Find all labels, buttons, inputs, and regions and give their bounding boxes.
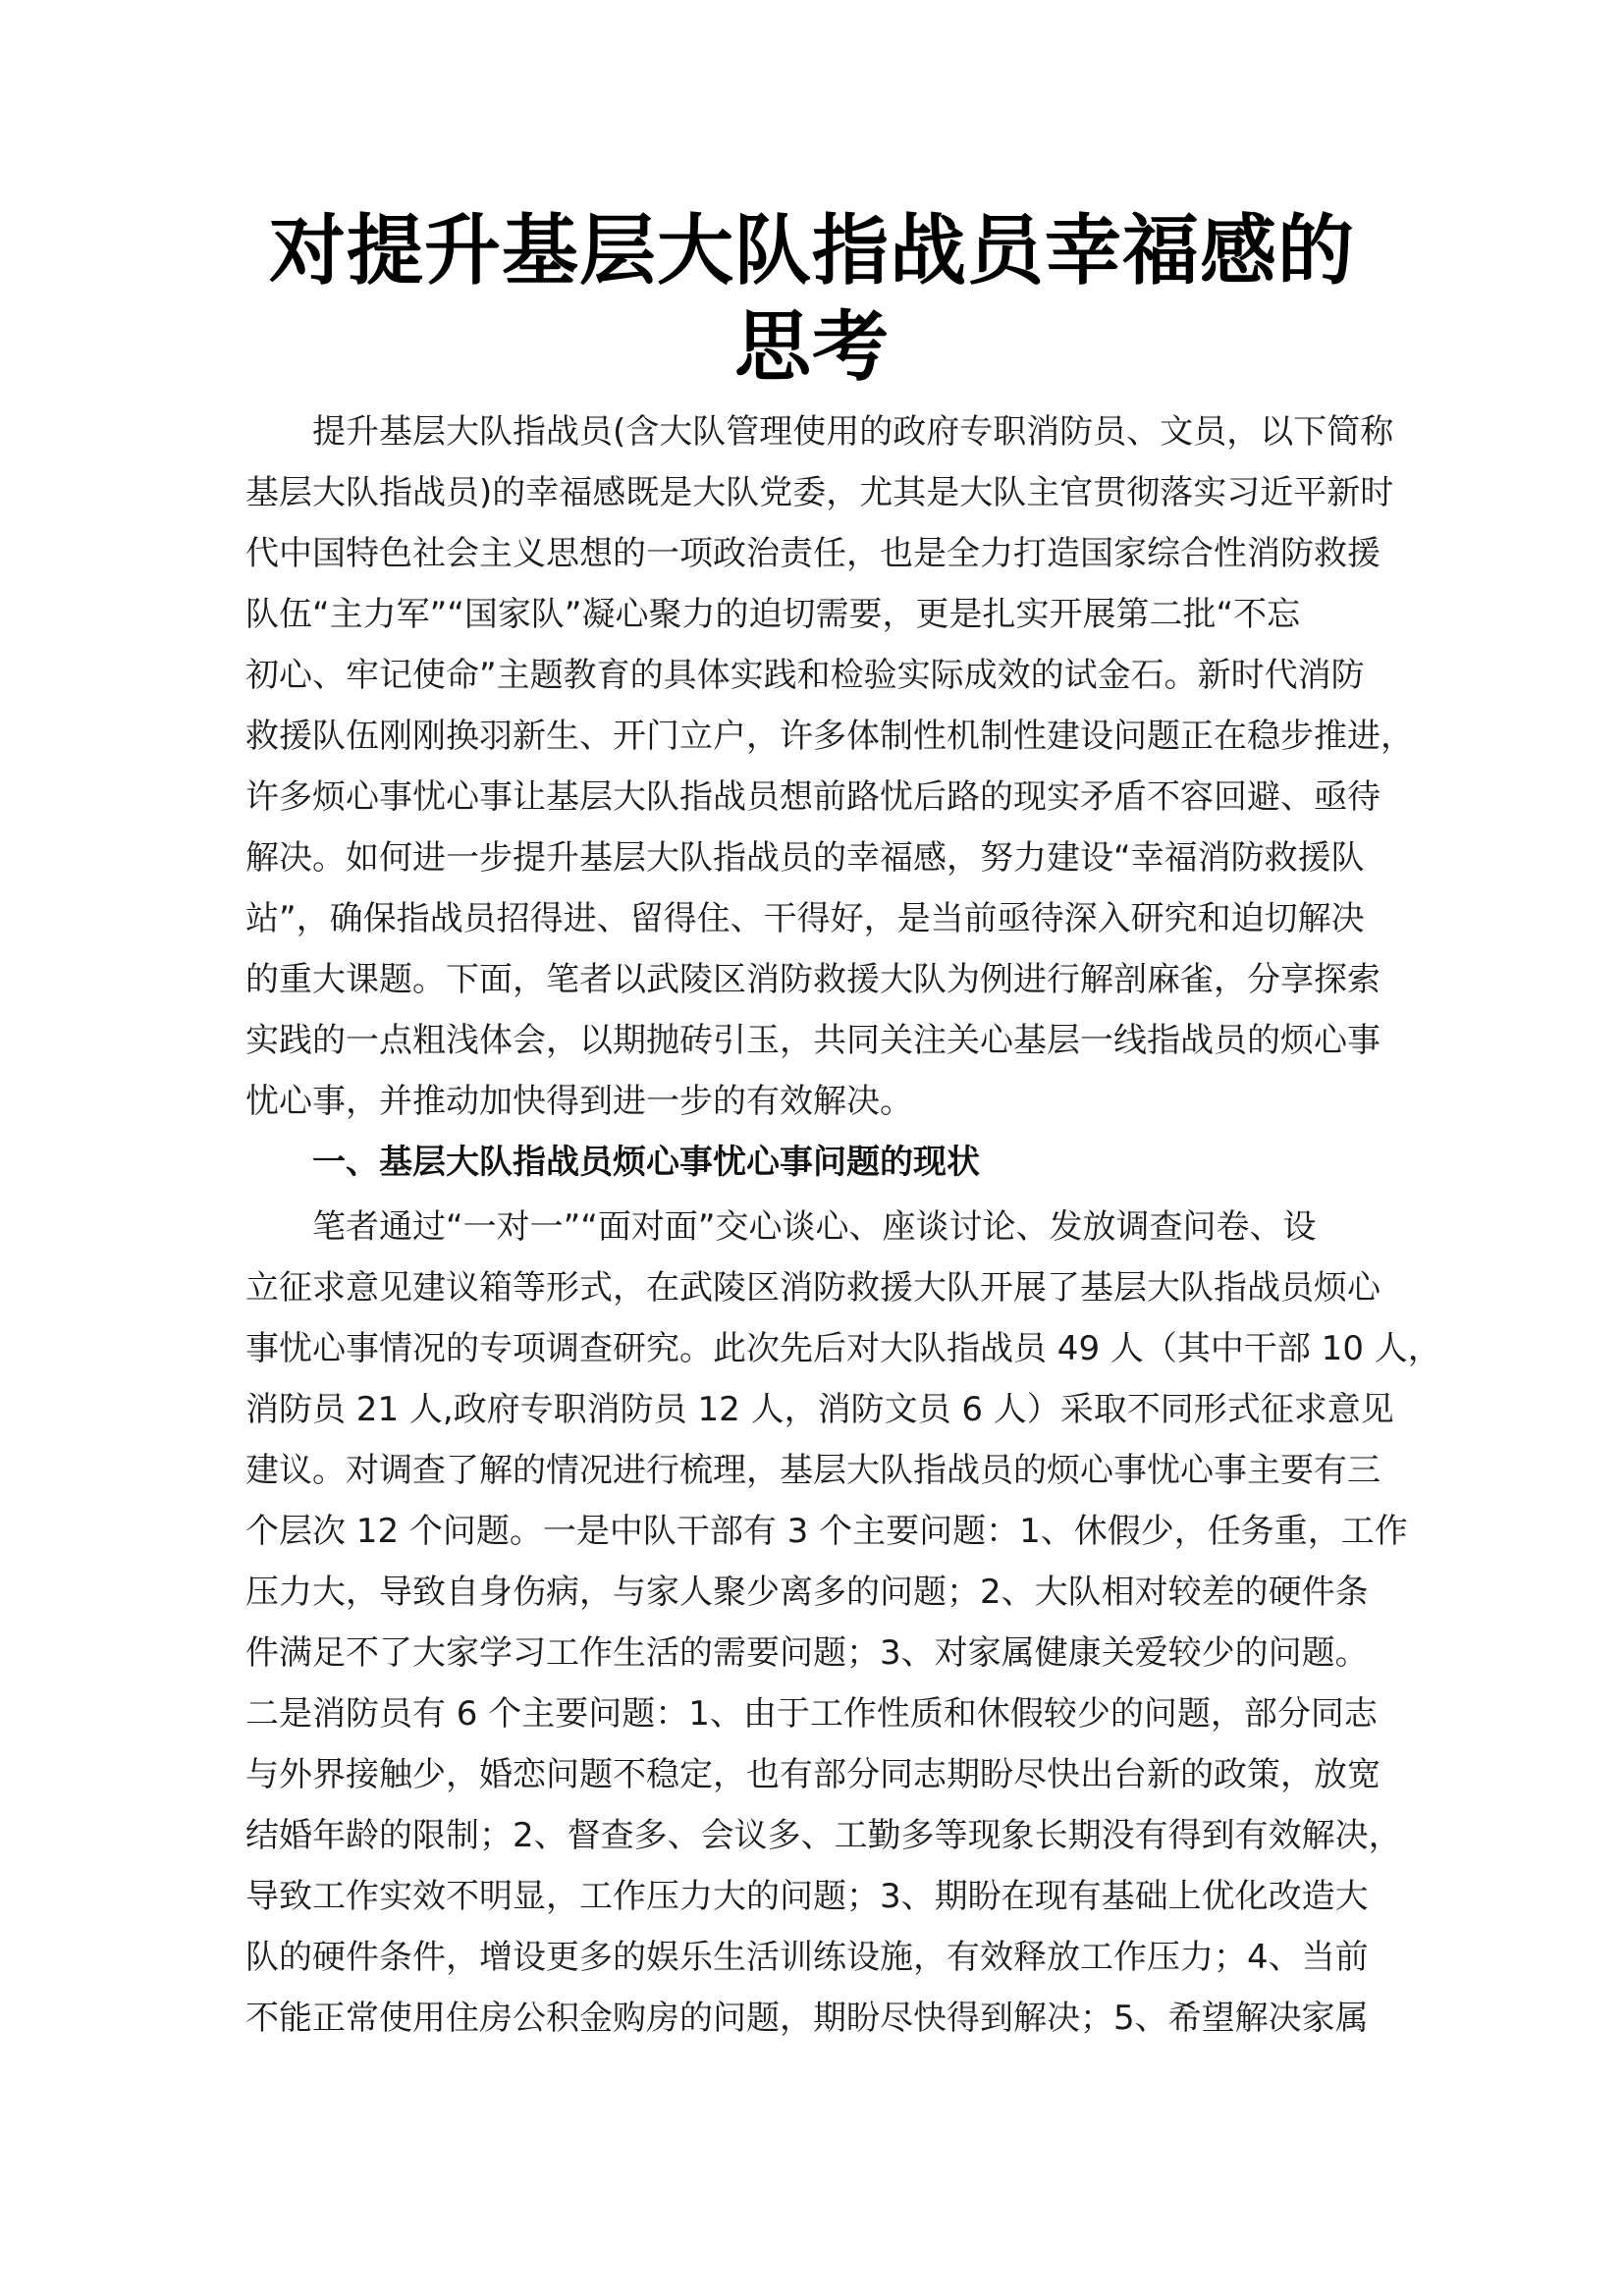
body-text-line: 消防员 21 人,政府专职消防员 12 人，消防文员 6 人）采取不同形式征求意见 bbox=[245, 1390, 1394, 1429]
body-text-line: 笔者通过“一对一”“面对面”交心谈心、座谈讨论、发放调查问卷、设 bbox=[245, 1207, 1317, 1247]
body-text-line: 许多烦心事忧心事让基层大队指战员想前路忧后路的现实矛盾不容回避、亟待 bbox=[245, 777, 1380, 817]
body-text-line: 建议。对调查了解的情况进行梳理，基层大队指战员的烦心事忧心事主要有三 bbox=[245, 1451, 1380, 1490]
body-text-line: 结婚年龄的限制；2、督查多、会议多、工勤多等现象长期没有得到有效解决， bbox=[245, 1816, 1402, 1855]
body-text-line: 站”，确保指战员招得进、留得住、干得好，是当前亟待深入研究和迫切解决 bbox=[245, 899, 1365, 938]
body-text-line: 二是消防员有 6 个主要问题：1、由于工作性质和休假较少的问题，部分同志 bbox=[245, 1694, 1378, 1734]
body-text-line: 不能正常使用住房公积金购房的问题，期盼尽快得到解决；5、希望解决家属 bbox=[245, 1999, 1369, 2038]
body-text-line: 个层次 12 个问题。一是中队干部有 3 个主要问题：1、休假少，任务重，工作 bbox=[245, 1512, 1408, 1551]
section-heading: 一、基层大队指战员烦心事忧心事问题的现状 bbox=[245, 1143, 980, 1182]
body-text-line: 事忧心事情况的专项调查研究。此次先后对大队指战员 49 人（其中干部 10 人， bbox=[245, 1329, 1441, 1368]
body-text-line: 立征求意见建议箱等形式，在武陵区消防救援大队开展了基层大队指战员烦心 bbox=[245, 1268, 1380, 1308]
body-text-line: 压力大，导致自身伤病，与家人聚少离多的问题；2、大队相对较差的硬件条 bbox=[245, 1573, 1369, 1612]
body-text-line: 导致工作实效不明显，工作压力大的问题；3、期盼在现有基础上优化改造大 bbox=[245, 1877, 1369, 1916]
body-text-line: 与外界接触少，婚恋问题不稳定，也有部分同志期盼尽快出台新的政策，放宽 bbox=[245, 1755, 1380, 1794]
body-text-line: 件满足不了大家学习工作生活的需要问题；3、对家属健康关爱较少的问题。 bbox=[245, 1633, 1369, 1673]
document-title-line-1: 对提升基层大队指战员幸福感的 bbox=[268, 207, 1355, 295]
body-text-line: 基层大队指战员)的幸福感既是大队党委，尤其是大队主官贯彻落实习近平新时 bbox=[245, 473, 1394, 512]
body-text-line: 解决。如何进一步提升基层大队指战员的幸福感，努力建设“幸福消防救援队 bbox=[245, 838, 1365, 878]
body-text-line: 的重大课题。下面，笔者以武陵区消防救援大队为例进行解剖麻雀，分享探索 bbox=[245, 960, 1380, 999]
body-text-line: 队伍“主力军”“国家队”凝心聚力的迫切需要，更是扎实开展第二批“不忘 bbox=[245, 595, 1301, 634]
body-text-line: 救援队伍刚刚换羽新生、开门立户，许多体制性机制性建设问题正在稳步推进， bbox=[245, 717, 1414, 756]
body-text-line: 实践的一点粗浅体会，以期抛砖引玉，共同关注关心基层一线指战员的烦心事 bbox=[245, 1021, 1380, 1060]
body-text-line: 队的硬件条件，增设更多的娱乐生活训练设施，有效释放工作压力；4、当前 bbox=[245, 1938, 1369, 1977]
body-text-line: 代中国特色社会主义思想的一项政治责任，也是全力打造国家综合性消防救援 bbox=[245, 534, 1380, 573]
body-text-line: 初心、牢记使命”主题教育的具体实践和检验实际成效的试金石。新时代消防 bbox=[245, 656, 1365, 695]
body-text-line: 忧心事，并推动加快得到进一步的有效解决。 bbox=[245, 1082, 913, 1121]
body-text-line: 提升基层大队指战员(含大队管理使用的政府专职消防员、文员，以下简称 bbox=[245, 412, 1394, 452]
document-title-line-2: 思考 bbox=[733, 303, 890, 392]
